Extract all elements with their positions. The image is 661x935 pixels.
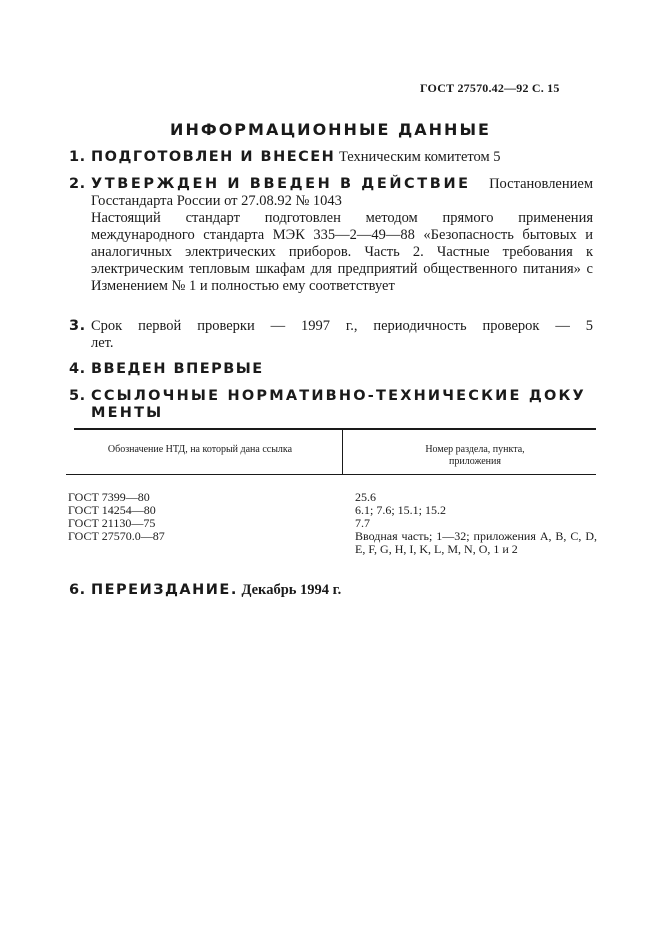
item-5-heading: ССЫЛОЧНЫЕ НОРМАТИВНО-ТЕХНИЧЕСКИЕ ДОКУМЕНТЫ <box>91 388 586 421</box>
item-4-heading: ВВЕДЕН ВПЕРВЫЕ <box>91 361 264 377</box>
item-4: 4. ВВЕДЕН ВПЕРВЫЕ <box>69 361 264 377</box>
item-6: 6. ПЕРЕИЗДАНИЕ. Декабрь 1994 г. <box>69 582 342 598</box>
item-2-paragraph: Настоящий стандарт подготовлен методом прямого применения международного стандарта МЭК 335—2—49—88 «Безопасность бытовых и аналогичных электрических приборов. Часть 2. Частные требования к электрическим тепловым шкафам для предприятий общественного питания» с Изменением № 1 и полностью ему соответствует <box>91 210 593 294</box>
item-2-text-line1: Постановлением <box>489 176 593 192</box>
item-2-heading: УТВЕРЖДЕН И ВВЕДЕН В ДЕЙСТВИЕ <box>91 176 471 192</box>
table-cell-ref: Вводная часть; 1—32; приложения A, B, C, D, E, F, G, H, I, K, L, M, N, O, 1 и 2 <box>355 529 597 556</box>
item-1-text: Техническим комитетом 5 <box>338 149 501 165</box>
table-cell-ref: 25.6 <box>355 490 376 504</box>
table-refs <box>355 491 597 556</box>
page-title: ИНФОРМАЦИОННЫЕ ДАННЫЕ <box>170 120 491 139</box>
item-3: 3. Срок первой проверки — 1997 г., периодичность проверок — 5 лет. <box>69 318 593 351</box>
item-5: 5. ССЫЛОЧНЫЕ НОРМАТИВНО-ТЕХНИЧЕСКИЕ ДОКУМЕНТЫ <box>69 388 593 422</box>
table-cell-ntd: ГОСТ 7399—80 <box>68 490 150 504</box>
table-header-rule <box>66 474 596 475</box>
item-3-text: Срок первой проверки — 1997 г., периодичность проверок — 5 лет. <box>91 318 593 351</box>
table-column-divider <box>342 430 343 474</box>
table-cell-ntd: ГОСТ 14254—80 <box>68 503 156 517</box>
table-header-ntd: Обозначение НТД, на который дана ссылка <box>107 444 293 455</box>
item-6-heading: ПЕРЕИЗДАНИЕ. <box>91 582 238 598</box>
item-6-text: Декабрь 1994 г. <box>241 582 342 598</box>
table-cell-ref: 6.1; 7.6; 15.1; 15.2 <box>355 503 447 517</box>
page-header: ГОСТ 27570.42—92 С. 15 <box>420 81 560 95</box>
table-cell-ntd: ГОСТ 21130—75 <box>68 516 156 530</box>
table-cell-ntd: ГОСТ 27570.0—87 <box>68 529 165 543</box>
item-1-heading: ПОДГОТОВЛЕН И ВНЕСЕН <box>91 149 336 165</box>
table-top-rule <box>74 428 596 430</box>
table-header-ref: Номер раздела, пункта, приложения <box>425 444 525 467</box>
item-2-text-line2: Госстандарта России от 27.08.92 № 1043 <box>91 193 342 209</box>
table-row <box>68 491 165 543</box>
table-cell-ref: 7.7 <box>355 516 370 530</box>
item-1: 1. ПОДГОТОВЛЕН И ВНЕСЕН Техническим комитетом 5 <box>69 149 501 165</box>
item-2: 2. УТВЕРЖДЕН И ВВЕДЕН В ДЕЙСТВИЕ Постановлением Госстандарта России от 27.08.92 № 1043 Настоящий стандарт подготовлен методом прямого применения международного стандарта МЭК 335—2—49—88 «Безопасность бытовых и аналогичных электрических приборов. Часть 2. Частные требования к электрическим тепловым шкафам для предприятий общественного питания» с Изменением № 1 и полностью ему соответствует <box>69 176 593 294</box>
